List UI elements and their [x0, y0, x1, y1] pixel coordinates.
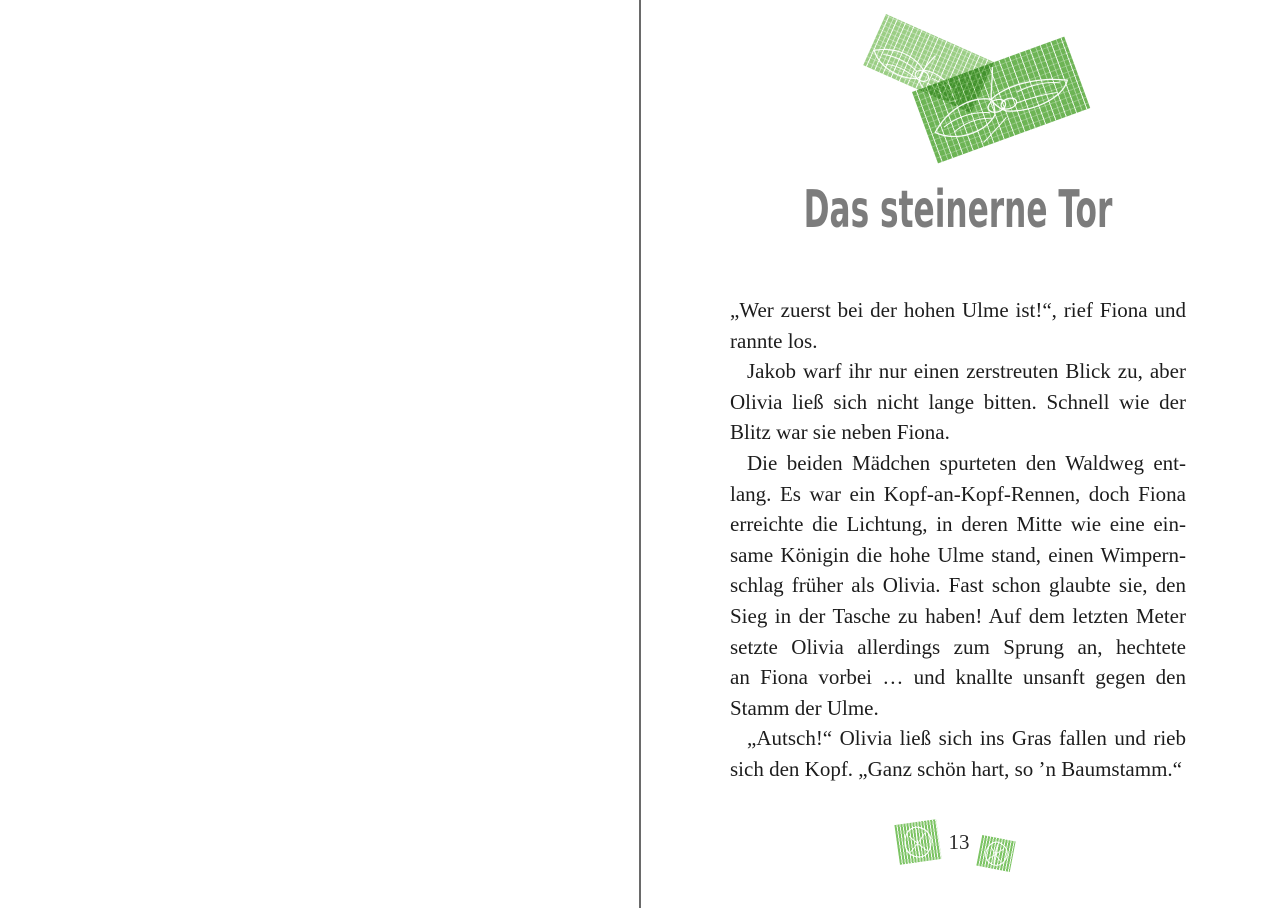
text-line: rannte los. — [730, 328, 818, 353]
text-line: an Fiona vorbei … und knallte unsanft gegen den — [730, 665, 1186, 690]
text-line: Olivia ließ sich nicht lange bitten. Schnell wie der — [730, 389, 1186, 414]
leaf-stamp-icon — [894, 819, 941, 864]
text-line: schlag früher als Olivia. Fast schon glaubte sie, den — [730, 573, 1186, 598]
text-line: setzte Olivia allerdings zum Sprung an, hechtete — [730, 634, 1186, 659]
leaf-stamp-icon — [976, 835, 1015, 872]
text-line: same Königin die hohe Ulme stand, einen Wimpern- — [730, 542, 1186, 567]
paragraph — [730, 356, 1186, 448]
paragraph — [730, 448, 1186, 723]
text-line: erreichte die Lichtung, in deren Mitte wie eine ein- — [730, 512, 1186, 537]
text-line: „Autsch!“ Olivia ließ sich ins Gras fallen und rieb — [747, 726, 1186, 751]
text-line: Sieg in der Tasche zu haben! Auf dem letzten Meter — [730, 603, 1186, 628]
chapter-title: Das steinerne Tor — [803, 180, 1113, 240]
text-line: Blitz war sie neben Fiona. — [730, 420, 950, 445]
chapter-body-text — [730, 295, 1186, 785]
text-line: Stamm der Ulme. — [730, 695, 879, 720]
text-line: „Wer zuerst bei der hohen Ulme ist!“, rief Fiona und — [730, 298, 1186, 322]
text-line: lang. Es war ein Kopf-an-Kopf-Rennen, doch Fiona — [730, 481, 1186, 506]
paragraph — [730, 723, 1186, 784]
left-page — [0, 0, 639, 908]
text-line: Jakob warf ihr nur einen zerstreuten Blick zu, aber — [747, 359, 1186, 384]
text-line: Die beiden Mädchen spurteten den Waldweg ent- — [747, 450, 1186, 475]
text-line: sich den Kopf. „Ganz schön hart, so ’n Baumstamm.“ — [730, 756, 1182, 781]
paragraph — [730, 295, 1186, 356]
page-number: 13 — [948, 830, 970, 854]
